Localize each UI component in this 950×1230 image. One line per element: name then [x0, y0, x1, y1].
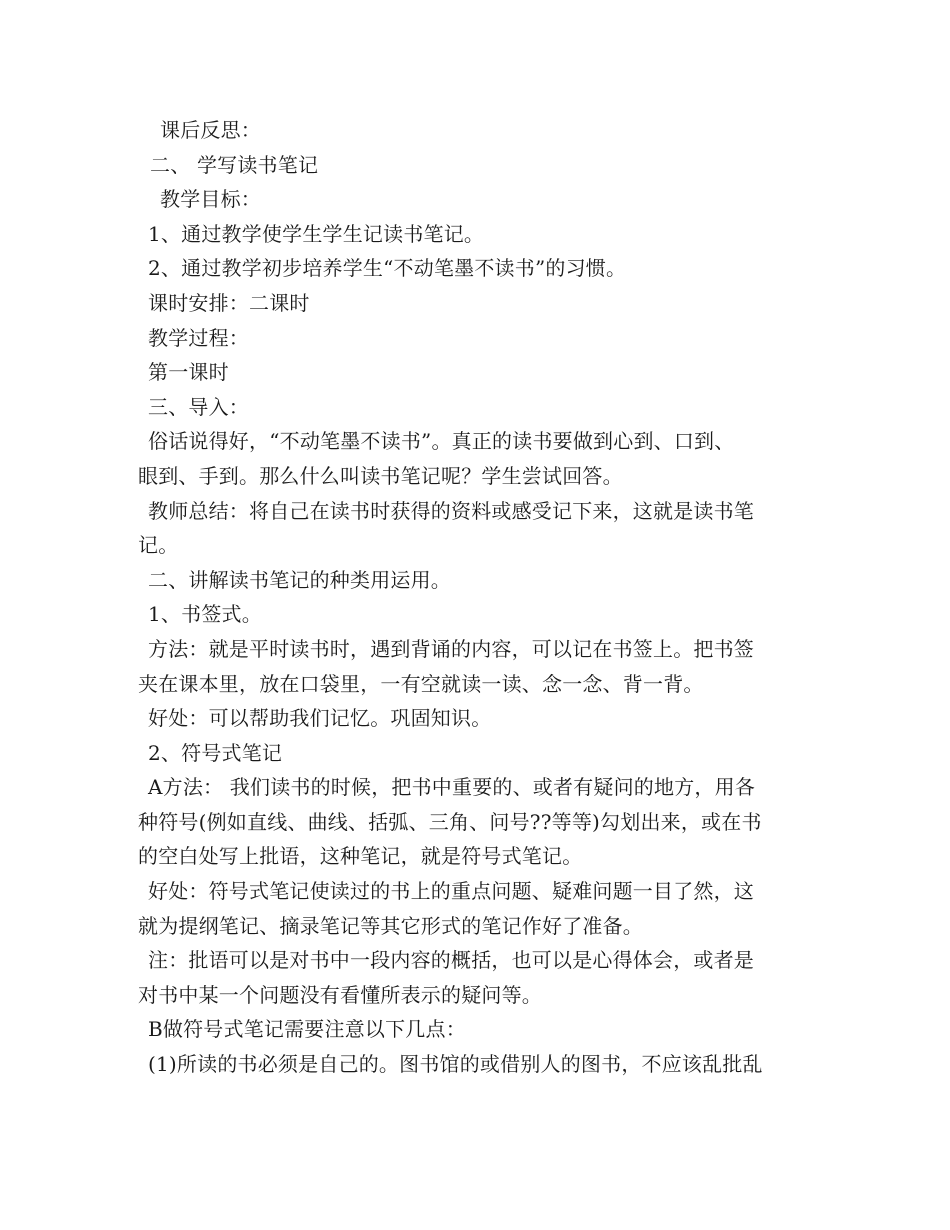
- text-line-objective-1: 1、通过教学使学生学生记读书笔记。: [148, 221, 485, 246]
- text-line-paragraph: 好处：符号式笔记使读过的书上的重点问题、疑难问题一目了然，这: [148, 879, 754, 904]
- text-line-paragraph: 记。: [138, 533, 179, 558]
- text-line-schedule: 课时安排：二课时: [148, 290, 310, 315]
- text-line-notes-heading: B做符号式笔记需要注意以下几点：: [148, 1017, 466, 1042]
- text-line-intro-heading: 三、导入：: [148, 394, 249, 419]
- text-line-paragraph: 好处：可以帮助我们记忆。巩固知识。: [148, 706, 492, 731]
- text-line-first-lesson: 第一课时: [148, 360, 229, 385]
- text-line-types-heading: 二、讲解读书笔记的种类用运用。: [148, 567, 451, 592]
- text-line-symbol-heading: 2、符号式笔记: [148, 740, 283, 765]
- text-line-paragraph: 就为提纲笔记、摘录笔记等其它形式的笔记作好了准备。: [138, 913, 643, 938]
- text-line-process-heading: 教学过程：: [148, 325, 249, 350]
- text-line-paragraph: 方法：就是平时读书时，遇到背诵的内容，可以记在书签上。把书签: [148, 636, 754, 661]
- text-line-paragraph: 的空白处写上批语，这种笔记，就是符号式笔记。: [138, 844, 583, 869]
- text-line-paragraph: 教师总结：将自己在读书时获得的资料或感受记下来，这就是读书笔: [148, 498, 754, 523]
- text-line-reflection: 课后反思：: [160, 118, 261, 142]
- document-body: [138, 113, 818, 1082]
- section-heading-reading-notes: 二、 学写读书笔记: [150, 152, 319, 177]
- text-line-paragraph: (1)所读的书必须是自己的。图书馆的或借别人的图书，不应该乱批乱: [148, 1052, 763, 1077]
- text-line-paragraph: 俗话说得好，“不动笔墨不读书”。真正的读书要做到心到、口到、: [148, 429, 735, 454]
- text-line-paragraph: 夹在课本里，放在口袋里，一有空就读一读、念一念、背一背。: [138, 671, 704, 696]
- text-line-bookmark-heading: 1、书签式。: [148, 602, 262, 627]
- text-line-paragraph: 注：批语可以是对书中一段内容的概括，也可以是心得体会，或者是: [148, 948, 754, 973]
- text-line-paragraph: 眼到、手到。那么什么叫读书笔记呢？学生尝试回答。: [138, 463, 623, 488]
- text-line-paragraph: 种符号(例如直线、曲线、括弧、三角、问号??等等)勾划出来，或在书: [138, 809, 762, 834]
- text-line-paragraph: A方法： 我们读书的时候，把书中重要的、或者有疑问的地方，用各: [148, 775, 756, 800]
- text-line-paragraph: 对书中某一个问题没有看懂所表示的疑问等。: [138, 982, 542, 1007]
- text-line-objectives-heading: 教学目标：: [160, 187, 261, 212]
- text-line-objective-2: 2、通过教学初步培养学生“不动笔墨不读书”的习惯。: [148, 256, 627, 281]
